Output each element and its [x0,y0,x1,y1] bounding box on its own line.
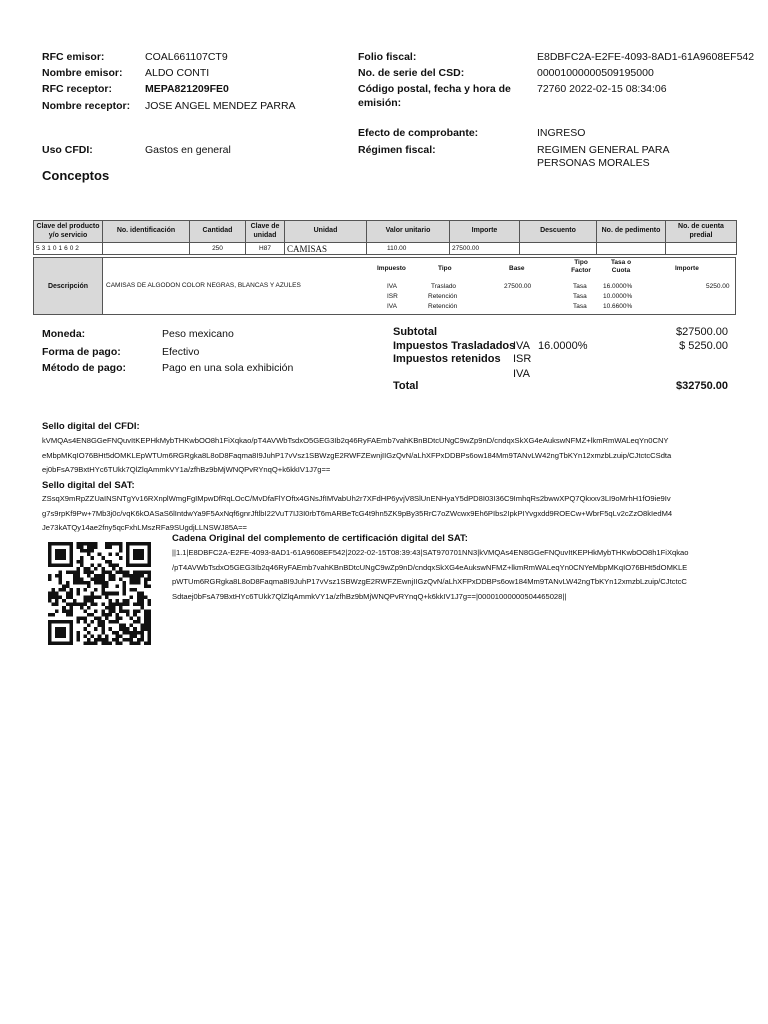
col-descuento: Descuento [520,221,597,243]
impuestos-retenidos-isr: ISR [513,353,532,365]
items-table [33,220,737,255]
sello-sat-text: ZSsqX9mRpZZUaINSNTgYv16RXnplWmgFgIMpwDfRqLOcC/MvDfaFlYOftx4GNsJfIMVabUh2r7XFdHP6yvjV8SlUnENHyaY5dPD8I03I36C9ImhqRs2bwwXPQ7Qkxxv3LI9oMrhH1fO9ie9Iv g7s9rpKf9Pw+7Mb3j0c/vqK6kOASaS6lIntdwYa9F5AxNqf6gnrJftlbI22VuT7IJ3I0rbT6mARBeTcG4t9hn5ZK9pBy35RrC7oZWcwx9Eh6PIbs2IpkPIYvgxdd9ROECw+WbrF5qLv2cZzO8kIedM4 Je73kATQy14ae2fny5qcFxhLMszRFa9SUgdjLLNSWJ85A== [42,494,673,532]
cadena-original-title: Cadena Original del complemento de certificación digital del SAT: [172,533,468,544]
tax-row-3-impuesto: IVA [387,303,397,310]
total-value: $32750.00 [676,380,728,392]
qr-code-modules [48,542,151,645]
tax-header-tipo: Tipo [438,265,452,272]
folio-fiscal-value: E8DBFC2A-E2FE-4093-8AD1-61A9608EF542 [537,51,755,63]
moneda-value: Peso mexicano [162,328,234,340]
total-label: Total [393,380,419,392]
regimen-fiscal-value: REGIMEN GENERAL PARA [537,144,670,156]
impuestos-trasladados-rate: 16.0000% [538,340,588,352]
col-unidad: Unidad [285,221,367,243]
nombre-receptor-value: JOSE ANGEL MENDEZ PARRA [145,100,296,112]
cell-valor-unitario: 110.00 [367,243,450,255]
rfc-emisor-label: RFC emisor: [42,51,105,63]
cell-importe: 27500.00 [450,243,520,255]
impuestos-trasladados-label: Impuestos Trasladados [393,340,516,352]
no-serie-csd-value: 00001000000509195000 [537,67,654,79]
impuestos-trasladados-amount: $ 5250.00 [679,340,728,352]
uso-cfdi-value: Gastos en general [145,144,231,156]
cell-no-pedimento [597,243,666,255]
col-valor-unitario: Valor unitario [367,221,450,243]
col-cantidad: Cantidad [190,221,246,243]
tax-header-tasa-cuota: Tasa o Cuota [610,259,632,274]
tax-header-impuesto: Impuesto [377,265,406,272]
cell-unidad: CAMISAS [285,243,367,255]
table-row [34,243,737,255]
tax-row-1-tasa: 16.0000% [603,283,633,290]
tax-row-3-factor: Tasa [573,303,587,310]
rfc-receptor-label: RFC receptor: [42,83,113,95]
tax-row-1-importe: 5250.00 [706,283,730,290]
tax-header-base: Base [509,265,525,272]
metodo-pago-label: Método de pago: [42,362,126,374]
col-clave-producto: Clave del producto y/o servicio [34,221,103,243]
cell-cantidad: 250 [190,243,246,255]
tax-row-3-tasa: 10.6600% [603,303,633,310]
impuestos-retenidos-iva: IVA [513,368,530,380]
codigo-postal-label-cont: emisión: [358,97,402,109]
tax-row-2-factor: Tasa [573,293,587,300]
regimen-fiscal-label: Régimen fiscal: [358,144,436,156]
efecto-comprobante-value: INGRESO [537,127,586,139]
codigo-postal-label: Código postal, fecha y hora de [358,83,511,95]
cell-no-identificacion [103,243,190,255]
sello-cfdi-text: kVMQAs4EN8GGeFNQuvItKEPHkMybTHKwbOO8h1FiXqkao/pT4AVWbTsdxO5GEG3Ib2q46RyFAEmb7vahKBnBDtcUNgC9wZp9nD/cndqxSkXG4eAukswNFMZ+lkmRmWALeqYn0CNY eMbpMKqIO76BHt5dOMKLEpWTUm6RGRgka8L8oD8Faqma8I9JuhP17vVsz1SBWzgE2RWFZEwnjIIGzQvN/aLhXFPxDDBPs6ow184Mm9TANvLW42ngTbKYn12xmzbLzuip/CJtctcCSdta ej0bFsA79BxtHYc6TUkk7QlZlqAmmkVY1a/zfhBz9bMjWNQPvRYnqQ+k6kkIV1J7g== [42,436,672,474]
tax-row-3-tipo: Retención [428,303,458,310]
no-serie-csd-label: No. de serie del CSD: [358,67,465,79]
forma-pago-value: Efectivo [162,346,200,358]
nombre-emisor-label: Nombre emisor: [42,67,123,79]
regimen-fiscal-value-cont: PERSONAS MORALES [537,157,650,169]
col-no-pedimento: No. de pedimento [597,221,666,243]
folio-fiscal-label: Folio fiscal: [358,51,417,63]
items-header-row [34,221,737,243]
cell-clave: 53101602 [34,243,103,255]
rfc-receptor-value: MEPA821209FE0 [145,83,229,95]
cadena-original-text: ||1.1|E8DBFC2A-E2FE-4093-8AD1-61A9608EF542|2022-02-15T08:39:43|SAT970701NN3|kVMQAs4EN8GGeFNQuvItKEPHkMybTHKwbOO8h1FiXqkao /pT4AVWbTsdxO5GEG3Ib2q46RyFAEmb7vahKBnBDtcUNgC9wZp9nD/cndqxSkXG4eAukswNFMZ+lkmRmWALeqYn0CNYeMbpMKqIO76BHt5dOMKLE pWTUm6RGRgka8L8oD8Faqma8I9JuhP17vVsz1SBWzgE2RWFZEwnjIIGzQvN/aLhXFPxDDBPs6ow184Mm9TANvLW42ngTbKYn12xmzbLzuip/CJtctcC Sdtaej0bFsA79BxtHYc6TUkk7QlZlqAmmkVY1a/zfhBz9bMjWNQPvRYnqQ+k6kkIV1J7g==|00001000000504465028|| [172,548,689,601]
tax-header-tipo-factor: Tipo Factor [571,259,591,274]
impuestos-trasladados-tax: IVA [513,340,530,352]
moneda-label: Moneda: [42,328,86,340]
col-no-identificacion: No. identificación [103,221,190,243]
tax-row-1-impuesto: IVA [387,283,397,290]
col-importe: Importe [450,221,520,243]
rfc-emisor-value: COAL661107CT9 [145,51,228,63]
impuestos-retenidos-label: Impuestos retenidos [393,353,501,365]
conceptos-title: Conceptos [42,168,110,183]
uso-cfdi-label: Uso CFDI: [42,144,93,156]
tax-row-1-base: 27500.00 [504,283,532,290]
subtotal-label: Subtotal [393,326,437,338]
descripcion-text: CAMISAS DE ALGODON COLOR NEGRAS, BLANCAS Y AZULES [106,282,301,289]
cell-no-cuenta-predial [666,243,737,255]
efecto-comprobante-label: Efecto de comprobante: [358,127,479,139]
tax-row-1-tipo: Traslado [431,283,457,290]
nombre-receptor-label: Nombre receptor: [42,100,131,112]
cell-descuento [520,243,597,255]
tax-row-2-tipo: Retención [428,293,458,300]
metodo-pago-value: Pago en una sola exhibición [162,362,294,374]
subtotal-value: $27500.00 [676,326,728,338]
sello-sat-title: Sello digital del SAT: [42,480,135,491]
tax-row-1-factor: Tasa [573,283,587,290]
sello-cfdi-title: Sello digital del CFDI: [42,421,140,432]
col-no-cuenta-predial: No. de cuenta predial [666,221,737,243]
qr-code-image [48,542,151,645]
nombre-emisor-value: ALDO CONTI [145,67,210,79]
tax-row-2-impuesto: ISR [387,293,398,300]
codigo-postal-value: 72760 2022-02-15 08:34:06 [537,83,667,95]
descripcion-label: Descripción [34,258,103,314]
cell-clave-unidad: H87 [246,243,285,255]
forma-pago-label: Forma de pago: [42,346,121,358]
col-clave-unidad: Clave de unidad [246,221,285,243]
tax-row-2-tasa: 10.0000% [603,293,633,300]
tax-header-importe: Importe [675,265,699,272]
